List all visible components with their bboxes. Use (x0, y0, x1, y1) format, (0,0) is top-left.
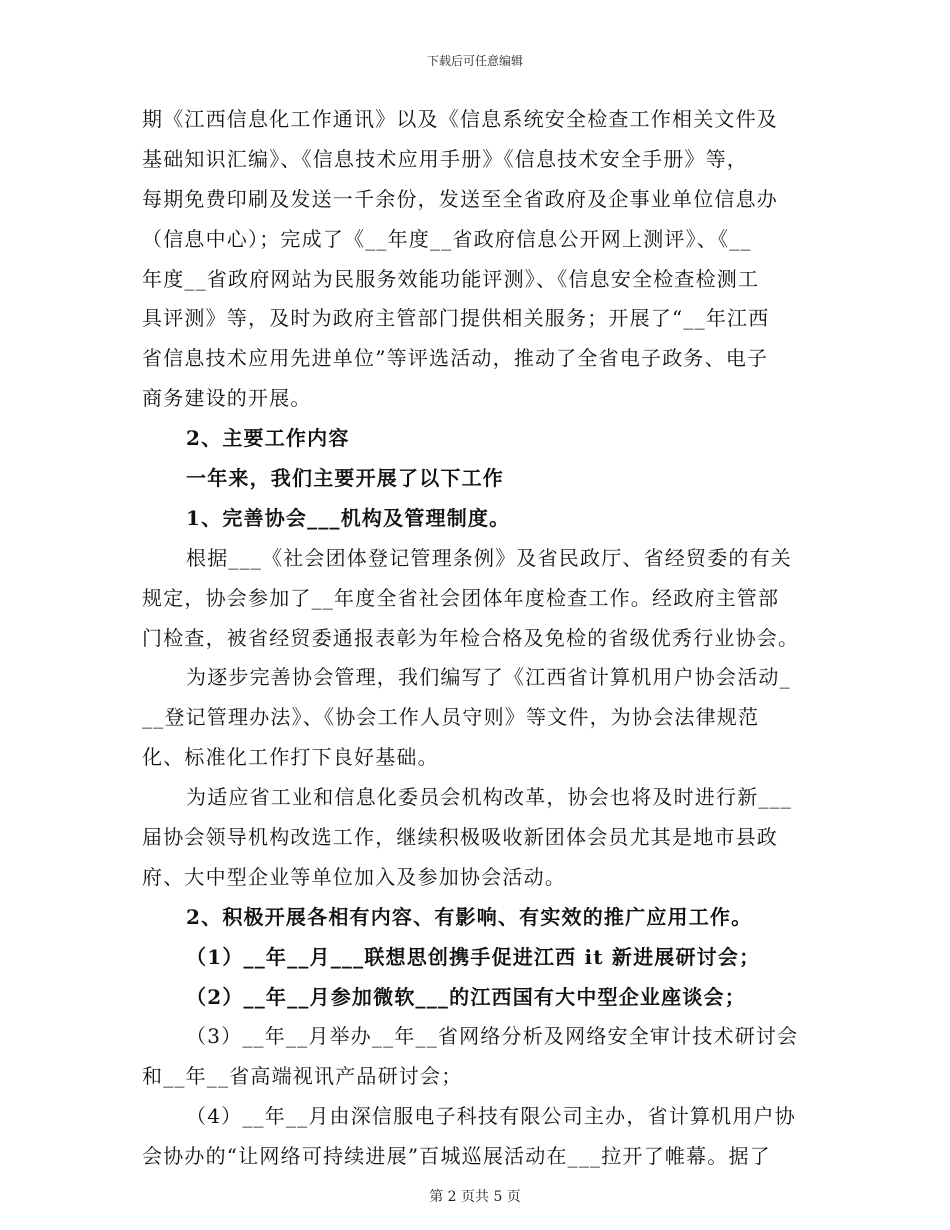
text-line: （1）__年__月___联想思创携手促进江西 it 新进展研讨会； (186, 944, 761, 969)
text-line: 基础知识汇编》、《信息技术应用手册》《信息技术安全手册》等， (142, 146, 748, 171)
text-line: 2、主要工作内容 (186, 426, 350, 451)
text-line: 和__年__省高端视讯产品研讨会； (142, 1064, 463, 1089)
text-line: 为适应省工业和信息化委员会机构改革，协会也将及时进行新___ (186, 785, 792, 810)
text-line: 年度__省政府网站为民服务效能功能评测》、《信息安全检查检测工 (142, 266, 760, 291)
text-line: 门检查，被省经贸委通报表彰为年检合格及免检的省级优秀行业协会。 (142, 625, 800, 650)
text-line: 府、大中型企业等单位加入及参加协会活动。 (142, 864, 566, 889)
text-line: 期《江西信息化工作通讯》以及《信息系统安全检查工作相关文件及 (142, 107, 778, 131)
page-footer: 第 2 页共 5 页 (429, 1189, 521, 1205)
text-line: 一年来，我们主要开展了以下工作 (186, 466, 504, 491)
text-line: 2、积极开展各相有内容、有影响、有实效的推广应用工作。 (186, 904, 753, 929)
text-line: 化、标准化工作打下良好基础。 (142, 745, 439, 770)
text-line: 1、完善协会___机构及管理制度。 (186, 505, 511, 530)
text-line: （3）__年__月举办__年__省网络分析及网络安全审计技术研讨会 (186, 1024, 799, 1049)
text-line: __登记管理办法》、《协会工作人员守则》等文件，为协会法律规范 (142, 705, 760, 730)
text-line: （4）__年__月由深信服电子科技有限公司主办，省计算机用户协 (186, 1104, 796, 1129)
text-line: 为逐步完善协会管理，我们编写了《江西省计算机用户协会活动_ (186, 665, 791, 690)
text-line: （信息中心）；完成了《__年度__省政府信息公开网上测评》、《__ (142, 226, 752, 251)
text-line: 商务建设的开展。 (142, 386, 312, 411)
text-line: 每期免费印刷及发送一千余份，发送至全省政府及企事业单位信息办 (142, 186, 778, 211)
page-header: 下载后可任意编辑 (426, 54, 523, 68)
text-line: 届协会领导机构改选工作，继续积极吸收新团体会员尤其是地市县政 (142, 825, 778, 850)
text-line: （2）__年__月参加微软___的江西国有大中型企业座谈会； (186, 984, 746, 1009)
text-line: 根据___《社会团体登记管理条例》及省民政厅、省经贸委的有关 (186, 545, 792, 570)
text-line: 省信息技术应用先进单位”等评选活动，推动了全省电子政务、电子 (142, 346, 769, 371)
text-line: 会协办的“让网络可持续进展”百城巡展活动在___拉开了帷幕。据了 (142, 1144, 771, 1169)
text-line: 具评测》等，及时为政府主管部门提供相关服务；开展了“__年江西 (142, 306, 770, 331)
text-line: 规定，协会参加了__年度全省社会团体年度检查工作。经政府主管部 (142, 585, 780, 610)
document-body (142, 100, 810, 1177)
